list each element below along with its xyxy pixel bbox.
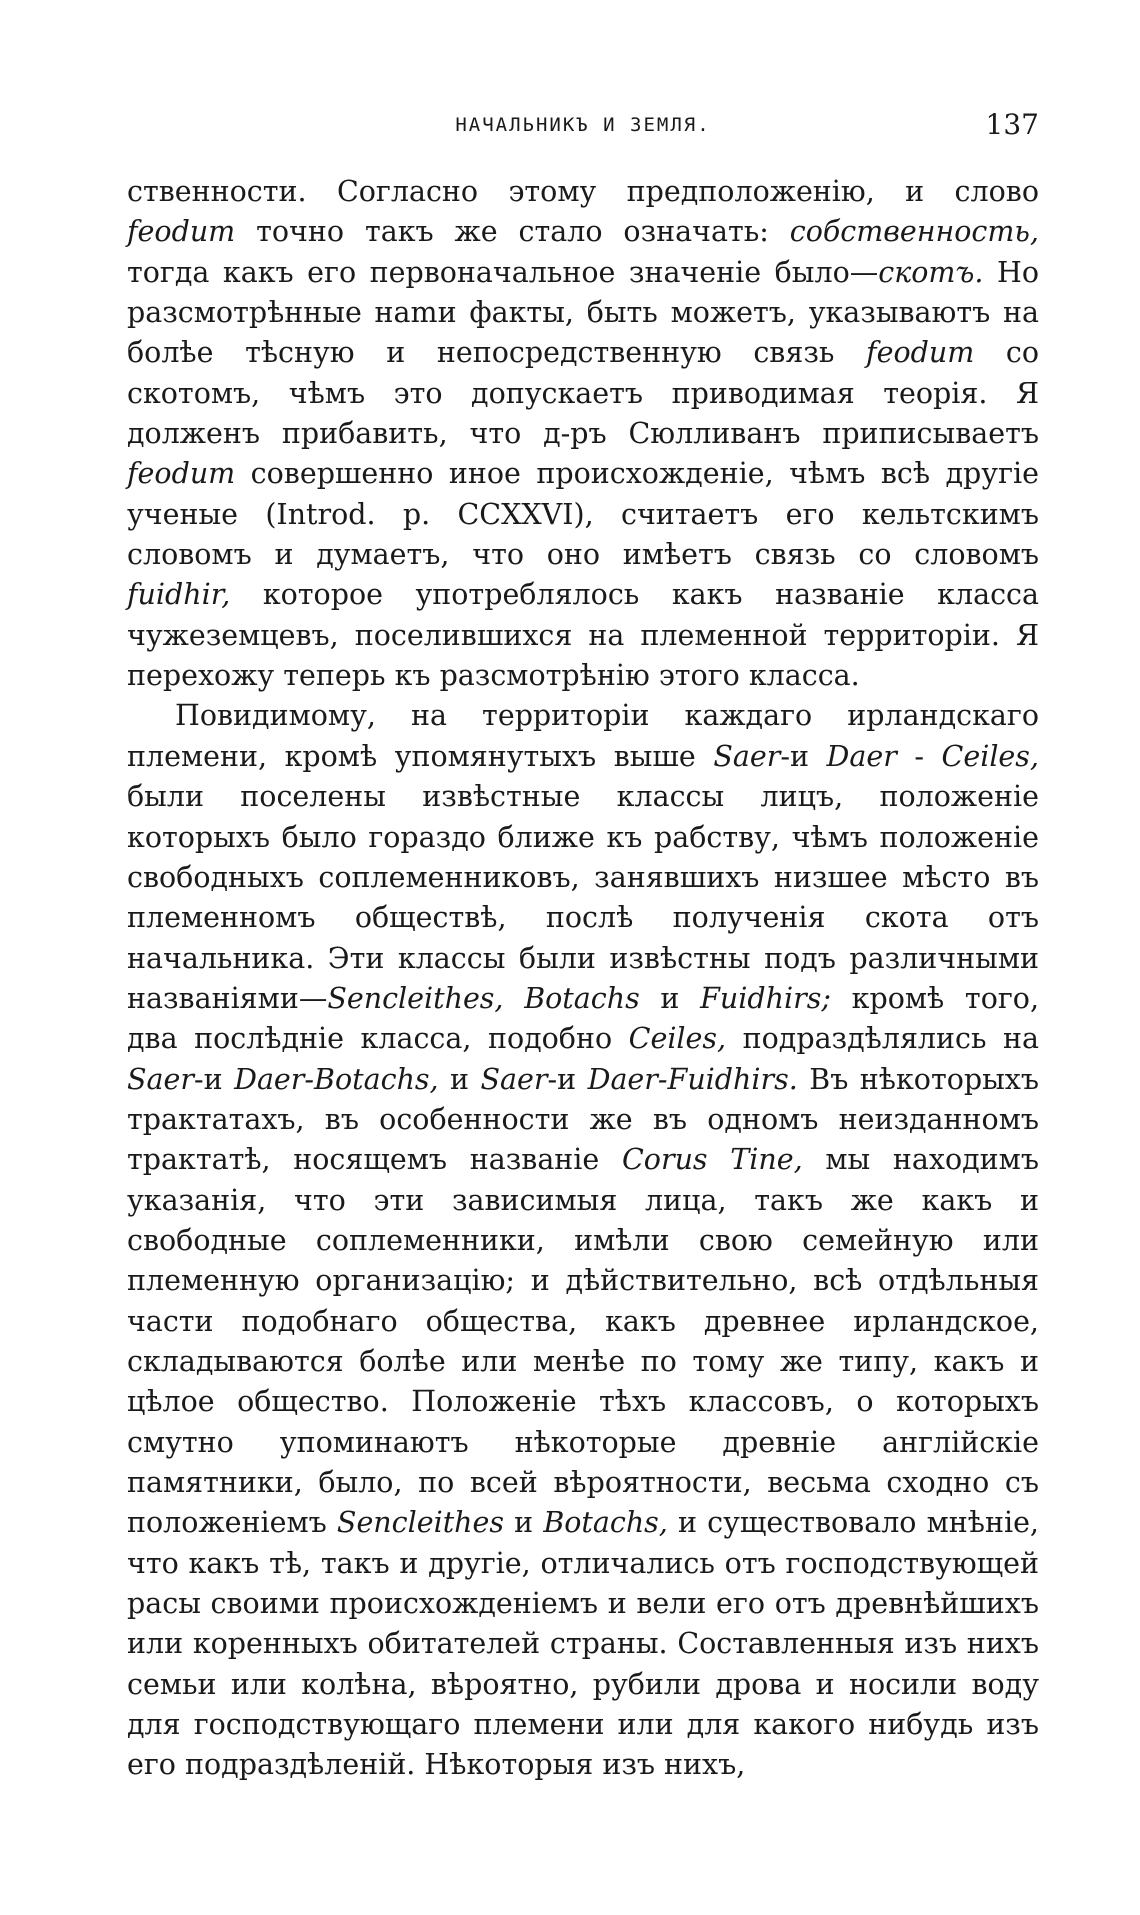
text-run: точно такъ же стало означать: — [235, 215, 790, 249]
italic-term: Sencleithes — [336, 1506, 505, 1540]
running-head: НАЧАЛЬНИКЪ И ЗЕМЛЯ. — [455, 114, 711, 136]
italic-term: Saer — [127, 1062, 195, 1096]
text-run: и — [639, 981, 701, 1015]
text-run: -и — [547, 1062, 588, 1096]
italic-term: Saer — [713, 739, 781, 773]
text-run: Повидимому, на территоріи каждаго ирландскаго племени, кромѣ упомянутыхъ выше — [127, 699, 1039, 773]
italic-term: feodum — [866, 336, 975, 370]
page-header — [127, 108, 1039, 148]
text-run: были поселены извѣстные классы лицъ, положеніе которыхъ было гораздо ближе къ рабству, чѣмъ положеніе свободныхъ соплеменниковъ, занявшихъ низшее мѣсто въ племенномъ обществѣ, послѣ полученія скота отъ начальника. Эти классы были извѣстны подъ различными названіями— — [127, 780, 1039, 1015]
italic-term: feodum — [127, 215, 236, 249]
italic-term: Daer-Botachs, — [234, 1062, 439, 1096]
italic-term: feodum — [127, 457, 236, 491]
italic-term: Daer-Fuidhirs. — [587, 1062, 798, 1096]
text-run: и существовало мнѣніе, что какъ тѣ, такъ и другіе, отличались отъ господствующей расы своими происхожденіемъ и вели его отъ древнѣйшихъ или коренныхъ обитателей страны. Составленныя изъ нихъ семьи или колѣна, вѣроятно, рубили дрова и носили воду для господствующаго племени или для какого нибудь изъ его подраздѣленій. Нѣкоторыя изъ нихъ, — [127, 1506, 1039, 1782]
text-run: - — [896, 739, 942, 773]
text-run: ственности. Согласно этому предположенію, и слово — [127, 175, 1039, 208]
italic-term: Fuidhirs; — [700, 981, 831, 1015]
text-run: совершенно иное происхожденіе, чѣмъ всѣ другіе ученые (Introd. p. CCXXVI), считаетъ его кельтскимъ словомъ и думаетъ, что оно имѣетъ связь со словомъ — [127, 457, 1039, 572]
text-run: мы находимъ указанія, что эти зависимыя лица, такъ же какъ и свободные соплеменники, имѣли свою семейную или племенную организацію; и дѣйствительно, всѣ отдѣльныя части подобнаго общества, какъ древнее ирландское, складываются болѣе или менѣе по тому же типу, какъ и цѣлое общество. Положеніе тѣхъ классовъ, о которыхъ смутно упоминаютъ нѣкоторые древніе англійскіе памятники, было, по всей вѣроятности, весьма сходно съ положеніемъ — [127, 1143, 1039, 1540]
text-run: -и — [194, 1062, 235, 1096]
italic-term: Ceiles, — [628, 1022, 727, 1056]
italic-term: Corus Tine, — [621, 1143, 803, 1177]
italic-term: fuidhir, — [127, 578, 231, 612]
text-run: и — [504, 1506, 544, 1540]
italic-term: собственность, — [789, 215, 1039, 249]
text-run: со скотомъ, чѣмъ это допускаетъ приводимая теорія. Я долженъ прибавить, что д-ръ Сюлливанъ приписываетъ — [127, 336, 1039, 451]
italic-term: Ceiles, — [941, 739, 1039, 773]
paragraph — [127, 172, 1039, 696]
text-run: Но разсмотрѣнные наmи факты, быть можетъ, указываютъ на болѣе тѣсную и непосредственную связь — [127, 255, 1039, 370]
body-text — [127, 172, 1039, 1786]
italic-term: Sencleithes, Botachs — [327, 981, 640, 1015]
text-run: и — [438, 1062, 481, 1096]
text-run: кромѣ того, два послѣдніе класса, подобно — [127, 981, 1040, 1056]
text-run: тогда какъ его первоначальное значеніе было— — [127, 255, 879, 289]
paragraph — [127, 696, 1039, 1785]
text-run: которое употреблялось какъ названіе класса чужеземцевъ, поселившихся на племенной территоріи. Я перехожу теперь къ разсмотрѣнію этого класса. — [127, 578, 1039, 693]
italic-term: Saer — [480, 1062, 548, 1096]
italic-term: скотъ. — [878, 255, 984, 289]
italic-term: Daer — [826, 739, 897, 773]
text-run: подраздѣлялись на — [726, 1022, 1040, 1056]
italic-term: Botachs, — [543, 1506, 668, 1540]
page-number: 137 — [985, 108, 1039, 141]
text-run: Въ нѣкоторыхъ трактатахъ, въ особенности же въ одномъ неизданномъ трактатѣ, носящемъ названіе — [127, 1062, 1040, 1177]
text-run: -и — [780, 739, 827, 773]
